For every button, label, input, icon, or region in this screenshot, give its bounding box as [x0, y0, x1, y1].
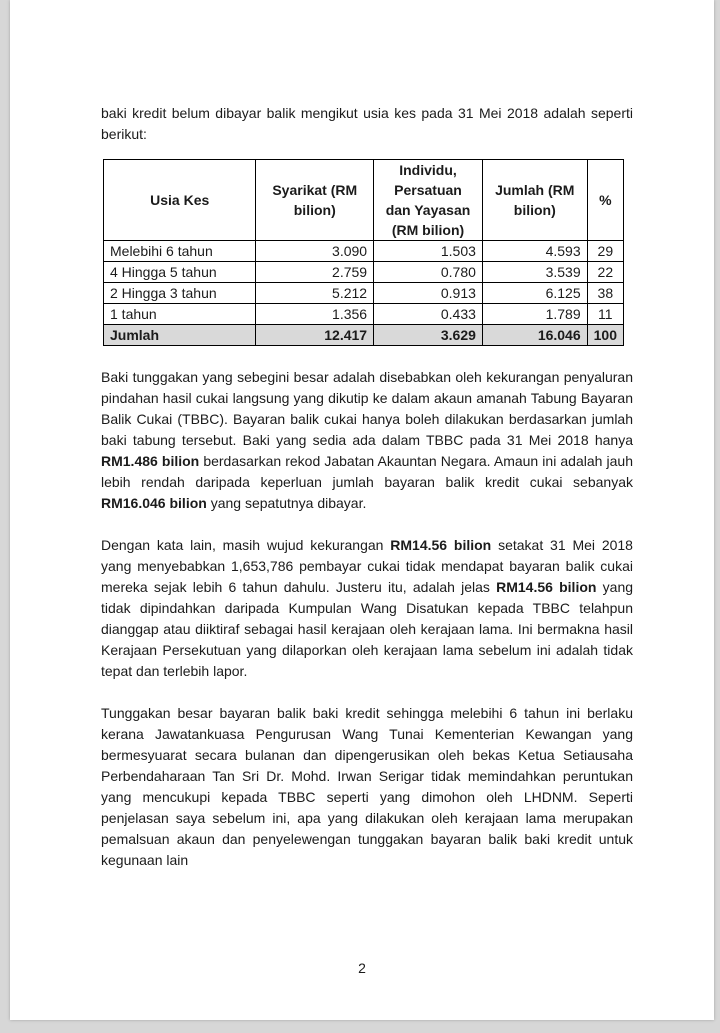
paragraph-tunggakan: Baki tunggakan yang sebegini besar adalah disebabkan oleh kekurangan penyaluran pindahan hasil cukai langsung yang dikutip ke dalam akaun amanah Tabung Bayaran Balik Cukai (TBBC). Bayaran balik cukai hanya boleh dilakukan berdasarkan jumlah baki tabung tersebut. Baki yang sedia ada dalam TBBC pada 31 Mei 2018 hanya RM1.486 bilion berdasarkan rekod Jabatan Akauntan Negara. Amaun ini adalah jauh lebih rendah daripada keperluan jumlah bayaran balik kredit cukai sebanyak RM16.046 bilion yang sepatutnya dibayar. — [101, 369, 633, 511]
total-individu: 3.629 — [374, 325, 483, 346]
cell-usia: 4 Hingga 5 tahun — [104, 262, 256, 283]
cell-jumlah: 6.125 — [482, 283, 587, 304]
data-table — [103, 159, 624, 346]
cell-jumlah: 3.539 — [482, 262, 587, 283]
total-syarikat: 12.417 — [256, 325, 374, 346]
cell-usia: Melebihi 6 tahun — [104, 241, 256, 262]
cell-syarikat: 3.090 — [256, 241, 374, 262]
cell-percent: 22 — [587, 262, 623, 283]
table-row — [104, 262, 624, 283]
document-body — [101, 103, 633, 871]
cell-jumlah: 4.593 — [482, 241, 587, 262]
table-header-row — [104, 160, 624, 241]
cell-usia: 2 Hingga 3 tahun — [104, 283, 256, 304]
cell-syarikat: 5.212 — [256, 283, 374, 304]
header-jumlah: Jumlah (RM bilion) — [482, 160, 587, 241]
cell-individu: 0.433 — [374, 304, 483, 325]
table-row — [104, 241, 624, 262]
table-total-row — [104, 325, 624, 346]
cell-percent: 11 — [587, 304, 623, 325]
amount-shortfall-repeat: RM14.56 bilion — [496, 579, 597, 595]
cell-individu: 0.780 — [374, 262, 483, 283]
table-row — [104, 304, 624, 325]
cell-syarikat: 2.759 — [256, 262, 374, 283]
cell-individu: 0.913 — [374, 283, 483, 304]
paragraph-jawatankuasa: Tunggakan besar bayaran balik baki kredit sehingga melebihi 6 tahun ini berlaku kerana Jawatankuasa Pengurusan Wang Tunai Kementerian Kewangan yang bermesyuarat secara bulanan dan dipengerusikan oleh bekas Ketua Setiausaha Perbendaharaan Tan Sri Dr. Mohd. Irwan Serigar tidak memindahkan peruntukan yang mencukupi kepada TBBC seperti yang dimohon oleh LHDNM. Seperti penjelasan saya sebelum ini, apa yang dilakukan oleh kerajaan lama merupakan pemalsuan akaun dan penyelewengan tunggakan bayaran balik baki kredit untuk kegunaan lain — [101, 705, 633, 868]
cell-jumlah: 1.789 — [482, 304, 587, 325]
header-individu: Individu, Persatuan dan Yayasan (RM bilion) — [374, 160, 483, 241]
total-label: Jumlah — [104, 325, 256, 346]
cell-syarikat: 1.356 — [256, 304, 374, 325]
header-percent: % — [587, 160, 623, 241]
cell-percent: 38 — [587, 283, 623, 304]
cell-usia: 1 tahun — [104, 304, 256, 325]
header-usia-kes: Usia Kes — [104, 160, 256, 241]
total-percent: 100 — [587, 325, 623, 346]
paragraph-kekurangan: Dengan kata lain, masih wujud kekurangan RM14.56 bilion setakat 31 Mei 2018 yang menyebabkan 1,653,786 pembayar cukai tidak mendapat bayaran balik cukai mereka sejak lebih 6 tahun dahulu. Justeru itu, adalah jelas RM14.56 bilion yang tidak dipindahkan daripada Kumpulan Wang Disatukan kepada TBBC telahpun dianggap atau diiktiraf sebagai hasil kerajaan oleh kerajaan lama. Ini bermakna hasil Kerajaan Persekutuan yang dilaporkan oleh kerajaan lama sebelum ini adalah tidak tepat dan terlebih lapor. — [101, 537, 634, 679]
amount-shortfall: RM14.56 bilion — [390, 537, 492, 553]
amount-tbbc-balance: RM1.486 bilion — [101, 453, 200, 469]
table-row — [104, 283, 624, 304]
total-jumlah: 16.046 — [482, 325, 587, 346]
cell-percent: 29 — [587, 241, 623, 262]
header-syarikat: Syarikat (RM bilion) — [256, 160, 374, 241]
amount-total-required: RM16.046 bilion — [101, 495, 207, 511]
intro-paragraph: baki kredit belum dibayar balik mengikut usia kes pada 31 Mei 2018 adalah seperti berikut: — [101, 105, 633, 142]
page-number: 2 — [358, 960, 366, 976]
cell-individu: 1.503 — [374, 241, 483, 262]
document-page — [10, 0, 714, 1020]
